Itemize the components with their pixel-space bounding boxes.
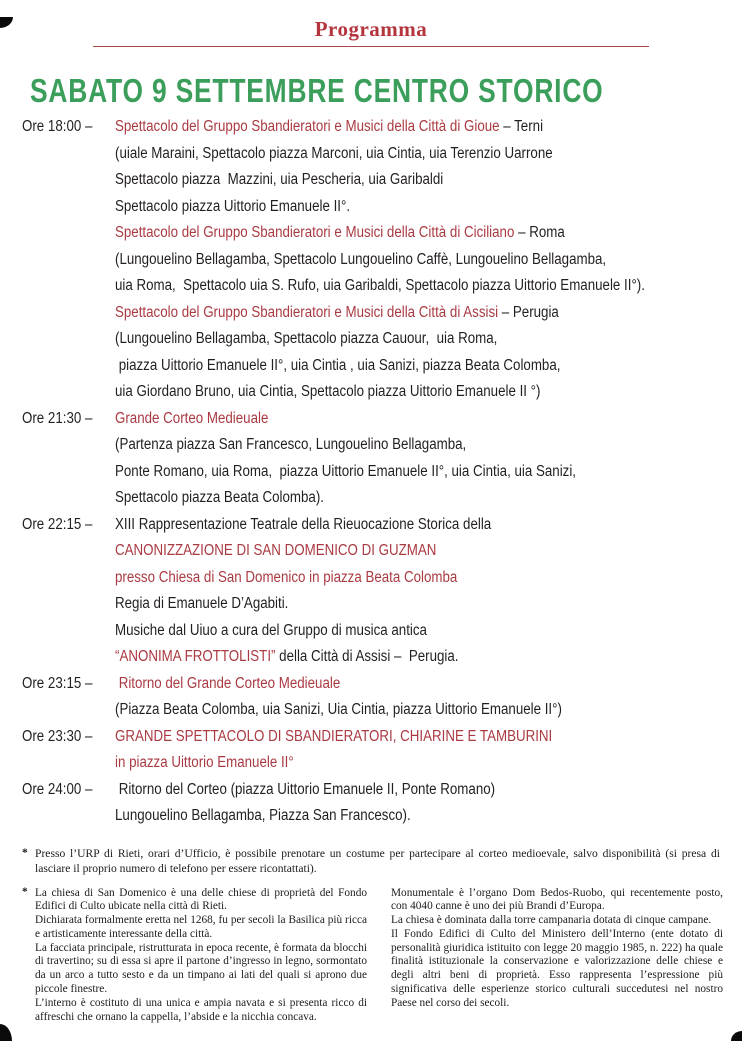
program-line <box>115 220 654 247</box>
section-heading: SABATO 9 SETTEMBRE CENTRO STORICO <box>30 72 604 109</box>
program-text: CANONIZZAZIONE DI SAN DOMENICO DI GUZMAN <box>115 542 437 559</box>
footnotes <box>22 845 723 1025</box>
program-text: (Piazza Beata Colomba, uia Sanizi, Uia Cintia, piazza Uittorio Emanuele II°) <box>115 701 562 718</box>
program-line <box>115 512 654 539</box>
footnote-costume <box>22 846 720 876</box>
program-text: Ponte Romano, uia Roma, piazza Uittorio Emanuele II°, uia Cintia, uia Sanizi, <box>115 462 577 480</box>
footnote-paragraph: L’interno è costituto di una unica e ampia navata e si presenta ricco di affreschi che ornano la cappella, l’abside e la nicchia concava. <box>35 996 367 1023</box>
program-text: (Lungouelino Bellagamba, Spettacolo Lungouelino Caffè, Lungouelino Bellagamba, <box>115 250 607 268</box>
event-lines <box>115 671 742 724</box>
event-time: Ore 18:00 – <box>22 118 93 135</box>
event-lines <box>115 406 742 512</box>
program-line <box>115 273 654 300</box>
footnote-paragraph: Dichiarata formalmente eretta nel 1268, fu per secoli la Basilica più ricca e artisticamente interessante della città. <box>35 914 367 940</box>
program-event <box>22 671 742 724</box>
scan-artifact-bottom-right <box>731 1031 742 1041</box>
footnote-church-right-column <box>391 887 723 1025</box>
program-text: in piazza Uittorio Emanuele II° <box>115 754 294 771</box>
program-line <box>115 432 654 459</box>
program-line <box>115 114 654 141</box>
footnote-paragraph: Il Fondo Edifici di Culto del Ministero dell’Interno (ente dotato di personalità giuridica istituito con legge 20 maggio 1985, n. 222) ha quale finalità istituzionale la conservazione e valorizzazione delle chiese e degli altri beni di proprietà. Esso rappresenta l’espressione più significativa delle esperienze storico culturali succedutesi nel nostro Paese nel corso dei secoli. <box>391 927 723 1009</box>
program-text: GRANDE SPETTACOLO DI SBANDIERATORI, CHIARINE E TAMBURINI <box>115 727 553 745</box>
program-text: Musiche dal Uiuo a cura del Gruppo di musica antica <box>115 621 427 639</box>
program-text: (uiale Maraini, Spettacolo piazza Marconi, uia Cintia, uia Terenzio Uarrone <box>115 144 553 162</box>
program-text: (Lungouelino Bellagamba, Spettacolo piazza Cauour, uia Roma, <box>115 330 498 347</box>
program-line <box>115 724 654 751</box>
program-text: della Città di Assisi – Perugia. <box>275 648 459 665</box>
event-lines <box>115 512 742 671</box>
program-line <box>115 644 654 671</box>
program-line <box>115 671 654 698</box>
program-text: XIII Rappresentazione Teatrale della Rieuocazione Storica della <box>115 515 492 533</box>
footnote-paragraph: La chiesa di San Domenico è una delle chiese di proprietà del Fondo Edifici di Culto ubicate nella città di Rieti. <box>35 886 367 913</box>
program-line <box>115 353 654 380</box>
program-text: – Perugia <box>498 303 559 321</box>
footnote-church-left <box>22 887 367 1025</box>
footnote-church-left-column <box>35 887 367 1025</box>
program-text: Ritorno del Corteo (piazza Uittorio Emanuele II, Ponte Romano) <box>115 780 496 798</box>
program-text: presso Chiesa di San Domenico in piazza Beata Colomba <box>115 568 458 586</box>
event-time: Ore 21:30 – <box>22 409 93 427</box>
program-text: Regia di Emanuele D’Agabiti. <box>115 595 289 612</box>
program-text: Spettacolo piazza Mazzini, uia Pescheria, uia Garibaldi <box>115 171 444 188</box>
event-time: Ore 22:15 – <box>22 515 93 533</box>
program-text: Spettacolo piazza Uittorio Emanuele II°. <box>115 197 351 215</box>
program-line <box>115 379 654 406</box>
event-time: Ore 23:30 – <box>22 727 93 745</box>
page-title: Programma <box>314 17 428 41</box>
program-line <box>115 326 654 353</box>
footnote-church <box>22 885 723 1025</box>
event-lines <box>115 724 742 777</box>
program-event <box>22 406 742 512</box>
program-text: Spettacolo piazza Beata Colomba). <box>115 489 324 506</box>
program-line <box>115 565 654 592</box>
program-text: “ANONIMA FROTTOLISTI” <box>115 648 276 665</box>
program-line <box>115 194 654 221</box>
program-line <box>115 591 654 618</box>
event-lines <box>115 114 742 406</box>
event-time: Ore 24:00 – <box>22 780 93 798</box>
title-rule <box>93 46 649 47</box>
program-line <box>115 777 654 804</box>
program-line <box>115 803 654 830</box>
program-text: uia Roma, Spettacolo uia S. Rufo, uia Garibaldi, Spettacolo piazza Uittorio Emanuele II°). <box>115 277 645 294</box>
program-text: Spettacolo del Gruppo Sbandieratori e Musici della Città di Gioue <box>115 118 500 135</box>
program-text: – Terni <box>499 118 544 135</box>
program-line <box>115 538 654 565</box>
program-text: – Roma <box>514 224 565 241</box>
footnote-asterisk: * <box>22 885 28 898</box>
program-line <box>115 697 654 724</box>
footnote-paragraph: La chiesa è dominata dalla torre campanaria dotata di cinque campane. <box>391 914 712 927</box>
program-line <box>115 141 654 168</box>
program-line <box>115 750 654 777</box>
program-line <box>115 485 654 512</box>
footnote-costume-text: Presso l’URP di Rieti, orari d’Ufficio, è possibile prenotare un costume per partecipare al corteo medioevale, salvo disponibilità (si presa di lasciare il proprio numero di telefono per essere ricontattati). <box>35 846 720 875</box>
program-line <box>115 300 654 327</box>
program-text: (Partenza piazza San Francesco, Lungouelino Bellagamba, <box>115 436 467 453</box>
footnote-paragraph: Monumentale è l’organo Dom Bedos-Ruobo, qui recentemente posto, con 4040 canne è uno dei più Brandi d’Europa. <box>391 886 723 913</box>
program-event <box>22 724 742 777</box>
program-text: Lungouelino Bellagamba, Piazza San Francesco). <box>115 807 411 824</box>
footnote-asterisk: * <box>22 845 28 859</box>
program-text: Ritorno del Grande Corteo Medieuale <box>115 674 341 692</box>
program-line <box>115 618 654 645</box>
program-line <box>115 459 654 486</box>
program-line <box>115 406 654 433</box>
footnote-paragraph: La facciata principale, ristrutturata in epoca recente, è formata da blocchi di travertino; su di essa si apre il partone d’ingresso in legno, sormontato da un arco a tutto sesto e da un timpano ai lati del quali si aprono due piccole finestre. <box>35 941 367 996</box>
scan-artifact-bottom-left <box>0 1024 12 1041</box>
event-time: Ore 23:15 – <box>22 674 93 692</box>
program-text: uia Giordano Bruno, uia Cintia, Spettacolo piazza Uittorio Emanuele II °) <box>115 383 541 400</box>
program-event <box>22 777 742 830</box>
program-event <box>22 114 742 406</box>
program-event <box>22 512 742 671</box>
program-line <box>115 167 654 194</box>
program-text: piazza Uittorio Emanuele II°, uia Cintia , uia Sanizi, piazza Beata Colomba, <box>115 356 561 374</box>
program-list <box>22 114 742 830</box>
program-text: Grande Corteo Medieuale <box>115 409 269 427</box>
program-text: Spettacolo del Gruppo Sbandieratori e Musici della Città di Ciciliano <box>115 224 515 241</box>
event-lines <box>115 777 742 830</box>
program-text: Spettacolo del Gruppo Sbandieratori e Musici della Città di Assisi <box>115 303 499 321</box>
program-line <box>115 247 654 274</box>
